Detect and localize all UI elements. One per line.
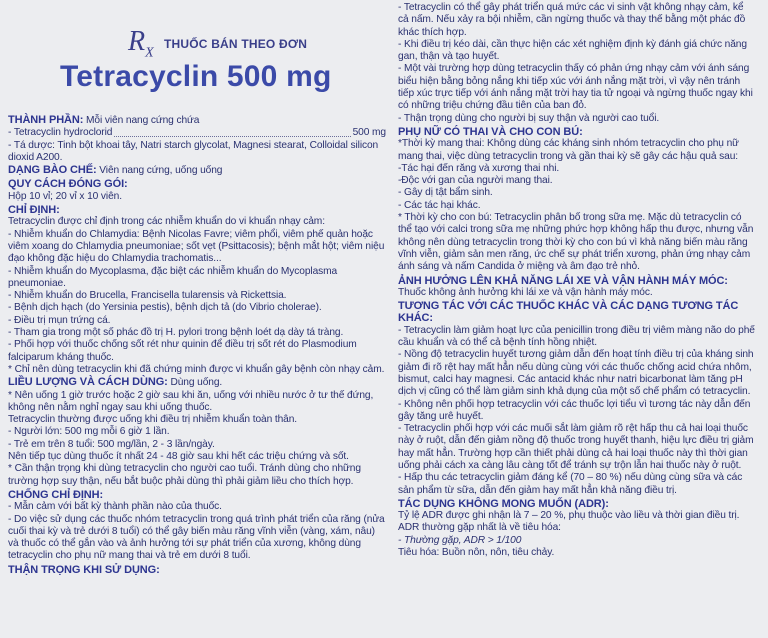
indication-item: - Nhiễm khuẩn do Chlamydia: Bệnh Nicolas Favre; viêm phổi, viêm phế quản hoặc viêm xoang do Chlamydia pneumoniae; sốt vẹt (Psittacosis); bệnh mắt hột; viêm niệu đạo không đặc hiệu do Chlamydia trachomatis... bbox=[8, 228, 385, 265]
dosage-item: Tetracyclin thường được uống khi điều trị nhiễm khuẩn toàn thân. bbox=[8, 414, 298, 426]
indication-item: * Chỉ nên dùng tetracyclin khi đã chứng minh được vi khuẩn gây bệnh còn nhạy cảm. bbox=[8, 363, 385, 375]
ingredients-heading: THÀNH PHẦN: bbox=[8, 114, 84, 126]
packaging: Hộp 10 vỉ; 20 vỉ x 10 viên. bbox=[8, 190, 122, 202]
active-ingredient-name: - Tetracyclin hydroclorid bbox=[8, 127, 113, 139]
adr-heading: TÁC DỤNG KHÔNG MONG MUỐN (ADR): bbox=[398, 497, 609, 510]
product-title: Tetracyclin 500 mg bbox=[60, 60, 332, 93]
interaction-item: - Hấp thu các tetracyclin giảm đáng kể (70 – 80 %) nếu dùng cùng sữa và các sản phẩm từ sữa, dẫn đến giảm hay mất hẳn khả năng điều trị. bbox=[398, 472, 743, 496]
contraindications-list bbox=[8, 501, 386, 562]
contraindication-item: - Mẫn cảm với bất kỳ thành phần nào của thuốc. bbox=[8, 501, 222, 513]
cautions-list bbox=[398, 2, 756, 125]
dosage-list bbox=[8, 390, 386, 488]
dosage-item: * Cần thận trọng khi dùng tetracyclin cho người cao tuổi. Tránh dùng cho những trường hợp suy thận, nếu bắt buộc phải dùng thì phải giảm liều cho thích hợp. bbox=[8, 463, 361, 487]
pregnancy-item: * Thời kỳ cho con bú: Tetracyclin phân bố trong sữa mẹ. Mặc dù tetracyclin có thể tạo với calci trong sữa mẹ những phức hợp không hấp thu được, nhưng vẫn không nên dùng tetracyclin trong thời kỳ cho con bú vì khả năng biến màu răng vĩnh viễn, giảm sản men răng, ức chế sự phát triển xương, phản ứng nhạy cảm ánh sáng và nấm Candida ở miệng và âm đạo trẻ nhỏ. bbox=[398, 212, 754, 273]
adr-item: - Thường gặp, ADR > 1/100 bbox=[398, 534, 522, 546]
ingredients-intro: Mỗi viên nang cứng chứa bbox=[86, 115, 200, 126]
active-ingredient-amount: 500 mg bbox=[352, 127, 386, 139]
interaction-item: - Không nên phối hợp tetracyclin với các thuốc lợi tiểu vì tương tác này dẫn đến gây tăng urê huyết. bbox=[398, 398, 751, 422]
driving-text: Thuốc không ảnh hưởng khi lái xe và vận hành máy móc. bbox=[398, 286, 653, 298]
caution-item: - Một vài trường hợp dùng tetracyclin thấy có phản ứng nhạy cảm với ánh sáng biểu hiện bằng bỏng nắng khi tiếp xúc với ánh nắng mặt trời, vì vậy nên tránh tiếp xúc trực tiếp với ánh nắng mặt trời hay tia tử ngoại và ngừng thuốc ngay khi có những triệu chứng đầu tiên của ban đỏ. bbox=[398, 63, 753, 112]
dosage-item: * Nên uống 1 giờ trước hoặc 2 giờ sau khi ăn, uống với nhiều nước ở tư thế đứng, không nên nằm nghỉ ngay sau khi uống thuốc. bbox=[8, 389, 374, 413]
driving-heading: ẢNH HƯỞNG LÊN KHẢ NĂNG LÁI XE VÀ VẬN HÀNH MÁY MÓC: bbox=[398, 274, 728, 287]
interaction-item: - Tetracyclin phối hợp với các muối sắt làm giảm rõ rệt hấp thu cả hai loại thuốc này ở ruột, dẫn đến giảm nồng độ thuốc trong huyết thanh, hiệu lực điều trị giảm hay mất hẳn. Trường hợp cần thiết phải dùng cả hai loại thuốc này thì thời gian uống phải cách xa càng lâu càng tốt để tránh sự trộn lẫn hai thuốc này ở ruột. bbox=[398, 423, 754, 471]
indication-item: - Nhiễm khuẩn do Mycoplasma, đặc biệt các nhiễm khuẩn do Mycoplasma pneumoniae. bbox=[8, 265, 338, 289]
dosage-heading: LIỀU LƯỢNG VÀ CÁCH DÙNG: bbox=[8, 376, 168, 389]
packaging-heading: QUY CÁCH ĐÓNG GÓI: bbox=[8, 178, 128, 191]
dosage-item: - Người lớn: 500 mg mỗi 6 giờ 1 lần. bbox=[8, 426, 170, 438]
pregnancy-item: - Gây dị tật bẩm sinh. bbox=[398, 187, 493, 199]
indication-item: - Điều trị mụn trứng cá. bbox=[8, 314, 111, 326]
adr-list bbox=[398, 510, 756, 559]
prescription-label: THUỐC BÁN THEO ĐƠN bbox=[164, 37, 308, 51]
dosage-item: Nên tiếp tục dùng thuốc ít nhất 24 - 48 giờ sau khi hết các triệu chứng và sốt. bbox=[8, 451, 349, 463]
pregnancy-heading: PHỤ NỮ CÓ THAI VÀ CHO CON BÚ: bbox=[398, 125, 583, 138]
excipients: - Tá dược: Tinh bột khoai tây, Natri starch glycolat, Magnesi stearat, Colloidal silicon dioxid A200. bbox=[8, 139, 379, 163]
pregnancy-item: - Các tác hại khác. bbox=[398, 199, 481, 211]
dosage-route: Dùng uống. bbox=[170, 377, 223, 389]
adr-item: ADR thường gặp nhất là về tiêu hóa: bbox=[398, 522, 561, 534]
pregnancy-list bbox=[398, 138, 756, 273]
active-ingredient-row bbox=[8, 127, 386, 139]
adr-item: Tiêu hóa: Buồn nôn, nôn, tiêu chảy. bbox=[398, 547, 555, 559]
caution-item: - Thận trọng dùng cho người bị suy thận và người cao tuổi. bbox=[398, 112, 660, 124]
pregnancy-item: -Độc với gan của người mang thai. bbox=[398, 175, 553, 187]
rx-symbol: $R_X$ bbox=[128, 26, 154, 61]
caution-item: - Khi điều trị kéo dài, cần thực hiện các xét nghiệm định kỳ đánh giá chức năng gan, thận và tạo huyết. bbox=[398, 38, 747, 63]
right-column bbox=[398, 2, 756, 559]
dosage-form: Viên nang cứng, uống uống bbox=[99, 165, 223, 177]
adr-item: Tỷ lệ ADR được ghi nhận là 7 – 20 %, phụ thuộc vào liều và thời gian điều trị. bbox=[398, 510, 740, 522]
interactions-heading: TƯƠNG TÁC VỚI CÁC THUỐC KHÁC VÀ CÁC DẠNG TƯƠNG TÁC KHÁC: bbox=[398, 300, 739, 325]
indication-item: - Nhiễm khuẩn do Brucella, Francisella tularensis và Rickettsia. bbox=[8, 290, 287, 302]
dosage-item: - Trẻ em trên 8 tuổi: 500 mg/lần, 2 - 3 lần/ngày. bbox=[8, 438, 215, 450]
caution-item: - Tetracyclin có thể gây phát triển quá mức các vi sinh vật không nhạy cảm, kể cả nấm. Nếu xảy ra bội nhiễm, cần ngừng thuốc và thay thế bằng một phác đồ khác thích hợp. bbox=[398, 2, 746, 38]
interaction-item: - Nồng độ tetracyclin huyết tương giảm dẫn đến hoạt tính điều trị của kháng sinh giảm đi rõ rệt hay mất hẳn nếu dùng cùng với các thuốc chống acid chứa nhôm, bismut, calci hay magnesi. Các antacid khác như natri bicarbonat làm tăng pH dịch vị cũng có thể làm giảm sinh khả dụng của một số chế phẩm có tetracyclin. bbox=[398, 349, 754, 398]
indications-heading: CHỈ ĐỊNH: bbox=[8, 204, 60, 217]
pregnancy-item: *Thời kỳ mang thai: Không dùng các kháng sinh nhóm tetracyclin cho phụ nữ mang thai, việc dùng tetracyclin trong và gần thai kỳ sẽ gây các hậu quả sau: bbox=[398, 138, 739, 162]
interactions-list bbox=[398, 325, 756, 497]
contraindication-item: - Do việc sử dụng các thuốc nhóm tetracyclin trong quá trình phát triển của răng (nửa cuối thai kỳ và trẻ dưới 8 tuổi) có thể gây biến màu răng vĩnh viễn (vàng, xám, nâu) và thuốc có thể gắn vào và ảnh hưởng tới sự phát triển của xương, không dùng tetracyclin cho phụ nữ mang thai và trẻ em dưới 8 tuổi. bbox=[8, 513, 385, 562]
indication-item: - Tham gia trong một số phác đồ trị H. pylori trong bệnh loét dạ dày tá tràng. bbox=[8, 327, 344, 339]
interaction-item: - Tetracyclin làm giảm hoạt lực của penicillin trong điều trị viêm màng não do phế cầu khuẩn và có thể cả bệnh tính hồng nhiệt. bbox=[398, 324, 755, 349]
indication-item: - Phối hợp với thuốc chống sốt rét như quinin để điều trị sốt rét do Plasmodium falciparum kháng thuốc. bbox=[8, 339, 357, 363]
dosage-form-heading: DẠNG BÀO CHẾ: bbox=[8, 164, 97, 177]
indication-item: Tetracyclin được chỉ định trong các nhiễm khuẩn do vi khuẩn nhạy cảm: bbox=[8, 216, 325, 228]
pregnancy-item: -Tác hại đến răng và xương thai nhi. bbox=[398, 162, 560, 174]
indication-item: - Bệnh dịch hạch (do Yersinia pestis), bệnh dịch tả (do Vibrio cholerae). bbox=[8, 302, 322, 314]
indications-list bbox=[8, 216, 386, 376]
cautions-heading: THẬN TRỌNG KHI SỬ DỤNG: bbox=[8, 563, 160, 576]
left-column bbox=[8, 114, 386, 576]
contraindications-heading: CHỐNG CHỈ ĐỊNH: bbox=[8, 488, 104, 501]
